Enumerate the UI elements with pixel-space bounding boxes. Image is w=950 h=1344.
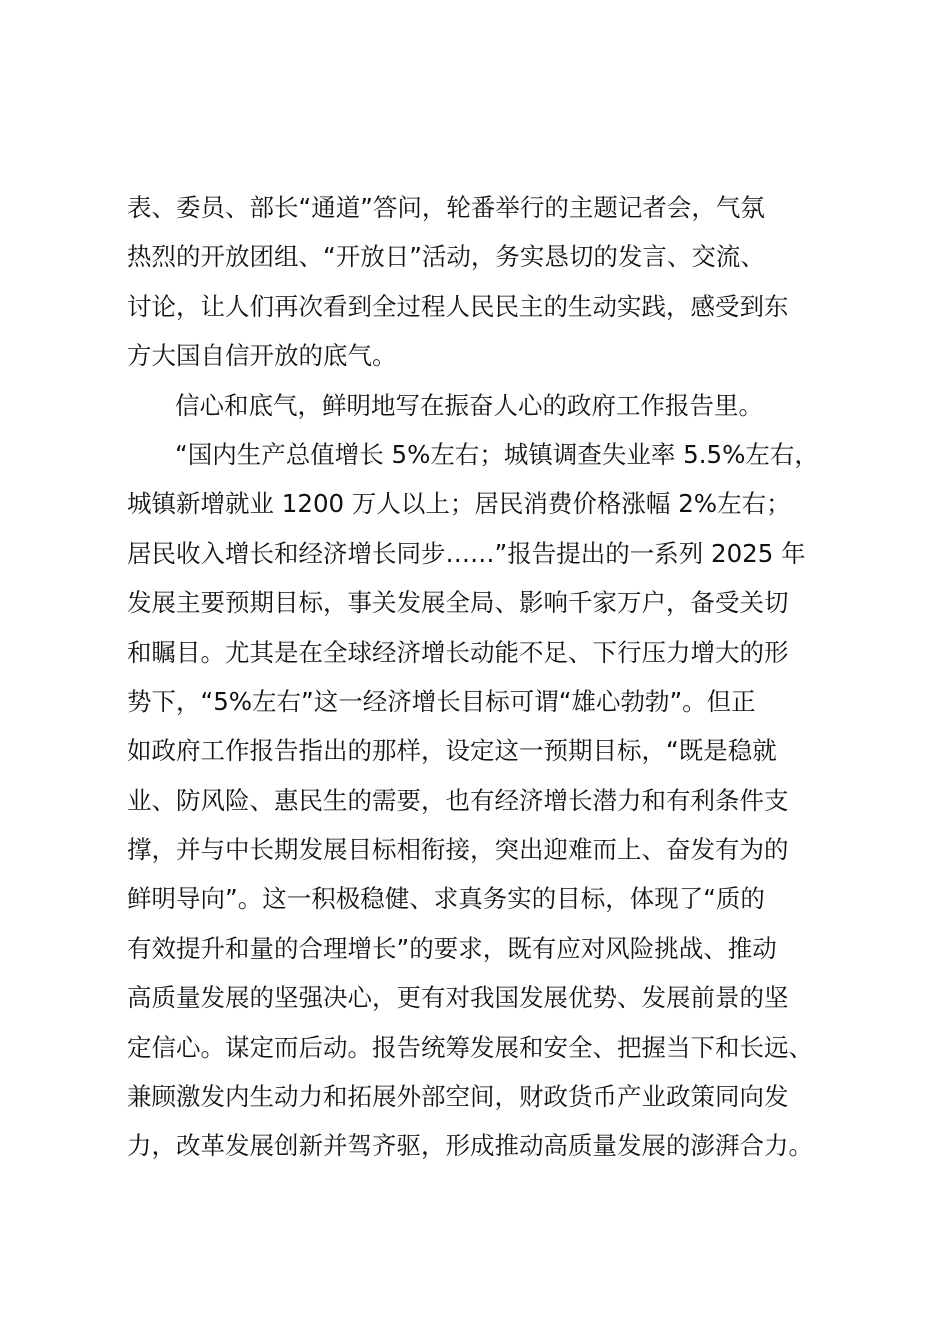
text-line: 热烈的开放团组、“开放日”活动，务实恳切的发言、交流、 (127, 242, 765, 272)
text-line: 如政府工作报告指出的那样，设定这一预期目标，“既是稳就 (127, 736, 777, 766)
text-line: 表、委员、部长“通道”答问，轮番举行的主题记者会，气氛 (127, 193, 765, 222)
text-line: 讨论，让人们再次看到全过程人民民主的生动实践，感受到东 (127, 291, 789, 321)
text-line: 定信心。谋定而后动。报告统筹发展和安全、把握当下和长远、 (127, 1032, 813, 1062)
text-line: 高质量发展的坚强决心，更有对我国发展优势、发展前景的坚 (127, 983, 789, 1013)
text-line: 鲜明导向”。这一积极稳健、求真务实的目标，体现了“质的 (127, 884, 765, 914)
text-line: 业、防风险、惠民生的需要，也有经济增长潜力和有利条件支 (127, 785, 789, 815)
text-line: 兼顾激发内生动力和拓展外部空间，财政货币产业政策同向发 (127, 1082, 789, 1112)
text-line: 城镇新增就业 1200 万人以上；居民消费价格涨幅 2%左右； (127, 489, 791, 519)
text-line: 力，改革发展创新并驾齐驱，形成推动高质量发展的澎湃合力。 (127, 1131, 813, 1161)
text-line: 有效提升和量的合理增长”的要求，既有应对风险挑战、推动 (127, 933, 777, 963)
text-line: 势下，“5%左右”这一经济增长目标可谓“雄心勃勃”。但正 (127, 686, 756, 716)
paragraph-start-line: 信心和底气，鲜明地写在振奋人心的政府工作报告里。 (175, 390, 763, 420)
paragraph-start-line: “国内生产总值增长 5%左右；城镇调查失业率 5.5%左右， (175, 439, 819, 469)
text-line: 发展主要预期目标，事关发展全局、影响千家万户，备受关切 (127, 588, 789, 618)
text-line: 和瞩目。尤其是在全球经济增长动能不足、下行压力增大的形 (127, 637, 789, 667)
text-line: 方大国自信开放的底气。 (127, 341, 397, 371)
text-line: 居民收入增长和经济增长同步……”报告提出的一系列 2025 年 (127, 538, 806, 568)
text-line: 撑，并与中长期发展目标相衔接，突出迎难而上、奋发有为的 (127, 835, 789, 865)
article-body (127, 183, 857, 1171)
